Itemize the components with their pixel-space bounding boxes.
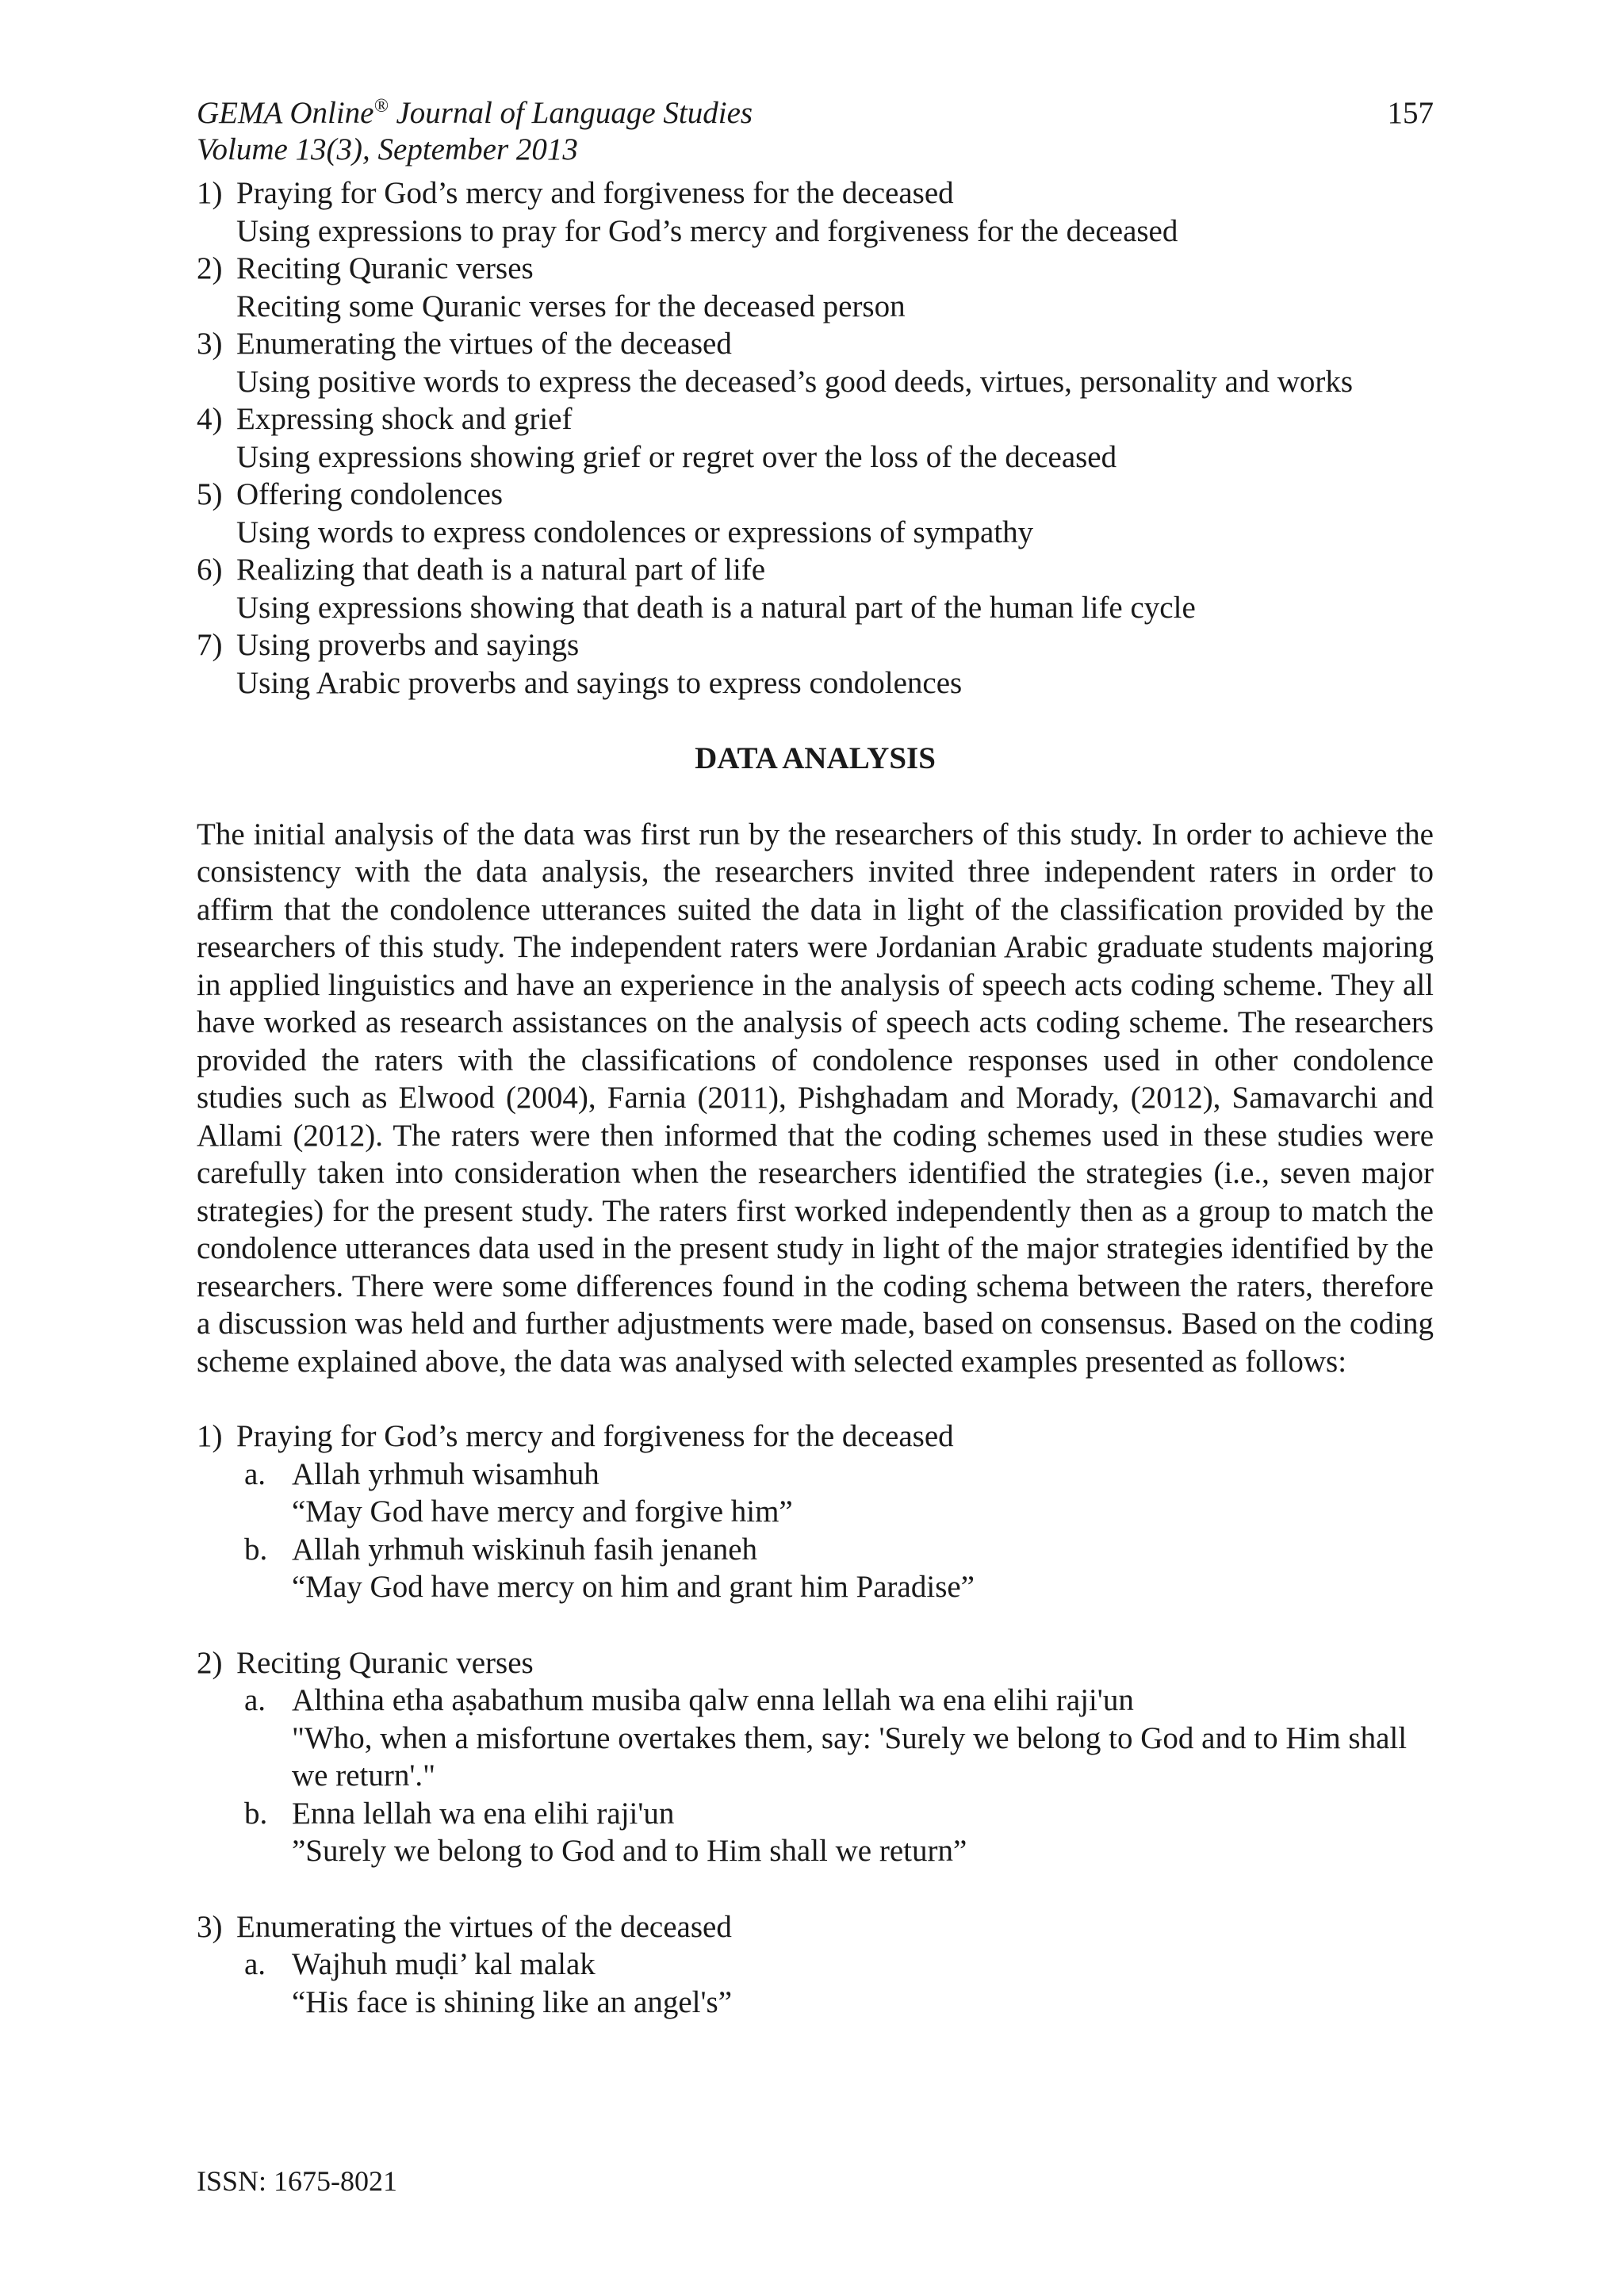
english-translation: “His face is shining like an angel's”: [292, 1984, 733, 2019]
arabic-transliteration: Allah yrhmuh wisamhuh: [292, 1456, 599, 1491]
entry-number: 3): [197, 327, 223, 361]
entry-title: Realizing that death is a natural part of life: [236, 553, 766, 587]
example-number: 1): [197, 1419, 223, 1453]
example-letter: a.: [244, 1683, 266, 1717]
coding-entry: [197, 476, 1434, 551]
example-item: [197, 1531, 1434, 1606]
example-number: 3): [197, 1909, 223, 1944]
running-header: [197, 95, 1434, 168]
issn-footer: ISSN: 1675-8021: [197, 2165, 398, 2197]
english-translation: "Who, when a misfortune overtakes them, say: 'Surely we belong to God and to Him shall we return'.": [292, 1720, 1408, 1793]
coding-scheme-list: [197, 174, 1434, 702]
journal-name-rest: Journal of Language Studies: [388, 96, 753, 130]
coding-entry: [197, 551, 1434, 626]
entry-description: Using words to express condolences or expressions of sympathy: [236, 515, 1034, 549]
entry-description: Reciting some Quranic verses for the deceased person: [236, 289, 906, 323]
entry-number: 7): [197, 628, 223, 662]
body-paragraph: The initial analysis of the data was first run by the researchers of this study. In order to achieve the consistency with the data analysis, the researchers invited three independent raters in order to affirm that the condolence utterances suited the data in light of the classification provided by the researchers of this study. The independent raters were Jordanian Arabic graduate students majoring in applied linguistics and have an experience in the analysis of speech acts coding scheme. They all have worked as research assistances on the analysis of speech acts coding scheme. The researchers provided the raters with the classifications of condolence responses used in other condolence studies such as Elwood (2004), Farnia (2011), Pishghadam and Morady, (2012), Samavarchi and Allami (2012). The raters were then informed that the coding schemes used in these studies were carefully taken into consideration when the researchers identified the strategies (i.e., seven major strategies) for the present study. The raters first worked independently then as a group to match the condolence utterances data used in the present study in light of the major strategies identified by the researchers. There were some differences found in the coding schema between the raters, therefore a discussion was held and further adjustments were made, based on consensus. Based on the coding scheme explained above, the data was analysed with selected examples presented as follows:: [197, 817, 1434, 1379]
entry-title: Reciting Quranic verses: [236, 251, 534, 285]
entry-description: Using expressions to pray for God’s mercy and forgiveness for the deceased: [236, 213, 1178, 248]
example-group: [197, 1644, 1434, 1870]
journal-volume: Volume 13(3), September 2013: [197, 132, 578, 166]
entry-description: Using expressions showing that death is a natural part of the human life cycle: [236, 590, 1196, 625]
example-letter: a.: [244, 1456, 266, 1491]
registered-mark: ®: [373, 96, 389, 117]
example-item: [197, 1795, 1434, 1870]
entry-title: Praying for God’s mercy and forgiveness for the deceased: [236, 176, 954, 210]
english-translation: ”Surely we belong to God and to Him shall we return”: [292, 1834, 967, 1868]
entry-number: 1): [197, 176, 223, 210]
arabic-transliteration: Wajhuh muḍi’ kal malak: [292, 1947, 596, 1981]
journal-title: [197, 95, 1434, 132]
entry-number: 5): [197, 477, 223, 511]
example-item: [197, 1946, 1434, 2021]
journal-page: [197, 95, 1434, 2021]
section-heading: DATA ANALYSIS: [695, 741, 936, 775]
coding-entry: [197, 250, 1434, 325]
example-title: Reciting Quranic verses: [236, 1645, 534, 1680]
entry-title: Enumerating the virtues of the deceased: [236, 327, 732, 361]
english-translation: “May God have mercy on him and grant him Paradise”: [292, 1570, 975, 1604]
coding-entry: [197, 626, 1434, 702]
entry-number: 4): [197, 402, 223, 436]
example-letter: a.: [244, 1947, 266, 1981]
example-item: [197, 1456, 1434, 1531]
arabic-transliteration: Enna lellah wa ena elihi raji'un: [292, 1796, 675, 1831]
example-number: 2): [197, 1645, 223, 1680]
example-letter: b.: [244, 1796, 268, 1831]
example-title: Praying for God’s mercy and forgiveness for the deceased: [236, 1419, 954, 1453]
coding-entry: [197, 400, 1434, 476]
page-number: 157: [1387, 96, 1434, 130]
arabic-transliteration: Althina etha aṣabathum musiba qalw enna lellah wa ena elihi raji'un: [292, 1683, 1134, 1717]
coding-entry: [197, 325, 1434, 400]
entry-description: Using Arabic proverbs and sayings to express condolences: [236, 665, 963, 700]
coding-entry: [197, 174, 1434, 250]
entry-description: Using positive words to express the deceased’s good deeds, virtues, personality and works: [236, 364, 1354, 399]
entry-title: Expressing shock and grief: [236, 402, 573, 436]
entry-title: Using proverbs and sayings: [236, 628, 580, 662]
example-title: Enumerating the virtues of the deceased: [236, 1909, 732, 1944]
example-group: [197, 1908, 1434, 2022]
entry-description: Using expressions showing grief or regret over the loss of the deceased: [236, 439, 1117, 474]
journal-name: GEMA Online: [197, 96, 374, 130]
english-translation: “May God have mercy and forgive him”: [292, 1494, 793, 1529]
entry-title: Offering condolences: [236, 477, 504, 511]
entry-number: 6): [197, 553, 223, 587]
example-item: [197, 1682, 1434, 1795]
example-group: [197, 1418, 1434, 1606]
example-letter: b.: [244, 1532, 268, 1567]
entry-number: 2): [197, 251, 223, 285]
arabic-transliteration: Allah yrhmuh wiskinuh fasih jenaneh: [292, 1532, 758, 1567]
